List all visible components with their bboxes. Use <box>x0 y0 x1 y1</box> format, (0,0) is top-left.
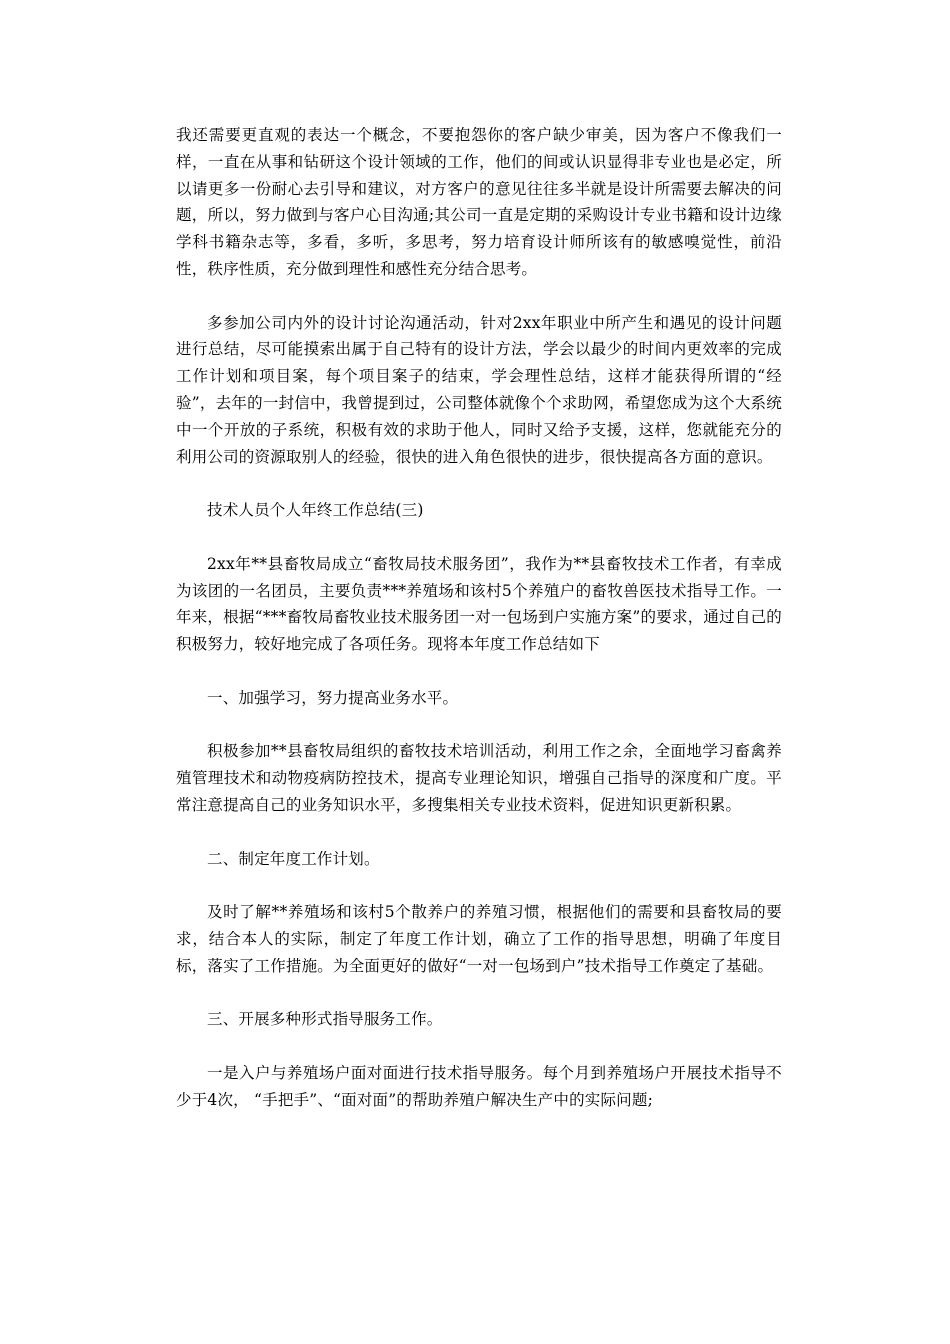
paragraph-introduction: 2xx年**县畜牧局成立“畜牧局技术服务团”，我作为**县畜牧技术工作者，有幸成为该团的一名团员，主要负责***养殖场和该村5个养殖户的畜牧兽医技术指导工作。一年来，根据“***畜牧局畜牧业技术服务团一对一包场到户实施方案”的要求，通过自己的积极努力，较好地完成了各项任务。现将本年度工作总结如下 <box>176 554 782 654</box>
document-page <box>176 122 782 1140</box>
heading-study: 一、加强学习，努力提高业务水平。 <box>207 688 459 707</box>
paragraph-study: 积极参加**县畜牧局组织的畜牧技术培训活动，利用工作之余，全面地学习畜禽养殖管理技术和动物疫病防控技术，提高专业理论知识，增强自己指导的深度和广度。平常注意提高自己的业务知识水平，多搜集相关专业技术资料，促进知识更新积累。 <box>176 742 782 814</box>
heading-plan: 二、制定年度工作计划。 <box>207 849 380 868</box>
heading-service: 三、开展多种形式指导服务工作。 <box>207 1010 443 1029</box>
section-title: 技术人员个人年终工作总结(三) <box>207 501 424 520</box>
paragraph-service: 一是入户与养殖场户面对面进行技术指导服务。每个月到养殖场户开展技术指导不少于4次， “手把手”、“面对面”的帮助养殖户解决生产中的实际问题; <box>176 1063 782 1109</box>
paragraph-design-discussion: 多参加公司内外的设计讨论沟通活动，针对2xx年职业中所产生和遇见的设计问题进行总结，尽可能摸索出属于自己特有的设计方法，学会以最少的时间内更效率的完成工作计划和项目案，每个项目案子的结束，学会理性总结，这样才能获得所谓的“经验”，去年的一封信中，我曾提到过，公司整体就像个个求助网，希望您成为这个大系统中一个开放的子系统，积极有效的求助于他人，同时又给予支援，这样，您就能充分的利用公司的资源取别人的经验，很快的进入角色很快的进步，很快提高各方面的意识。 <box>176 313 782 466</box>
paragraph-plan: 及时了解**养殖场和该村5个散养户的养殖习惯，根据他们的需要和县畜牧局的要求，结合本人的实际，制定了年度工作计划，确立了工作的指导思想，明确了年度目标，落实了工作措施。为全面更好的做好“一对一包场到户”技术指导工作奠定了基础。 <box>176 903 782 975</box>
paragraph-design-communication: 我还需要更直观的表达一个概念，不要抱怨你的客户缺少审美，因为客户不像我们一样，一直在从事和钻研这个设计领域的工作，他们的间或认识显得非专业也是必定，所以请更多一份耐心去引导和建议，对方客户的意见往往多半就是设计所需要去解决的问题，所以，努力做到与客户心目沟通;其公司一直是定期的采购设计专业书籍和设计边缘学科书籍杂志等，多看，多听，多思考，努力培育设计师所该有的敏感嗅觉性，前沿性，秩序性质，充分做到理性和感性充分结合思考。 <box>176 126 782 278</box>
